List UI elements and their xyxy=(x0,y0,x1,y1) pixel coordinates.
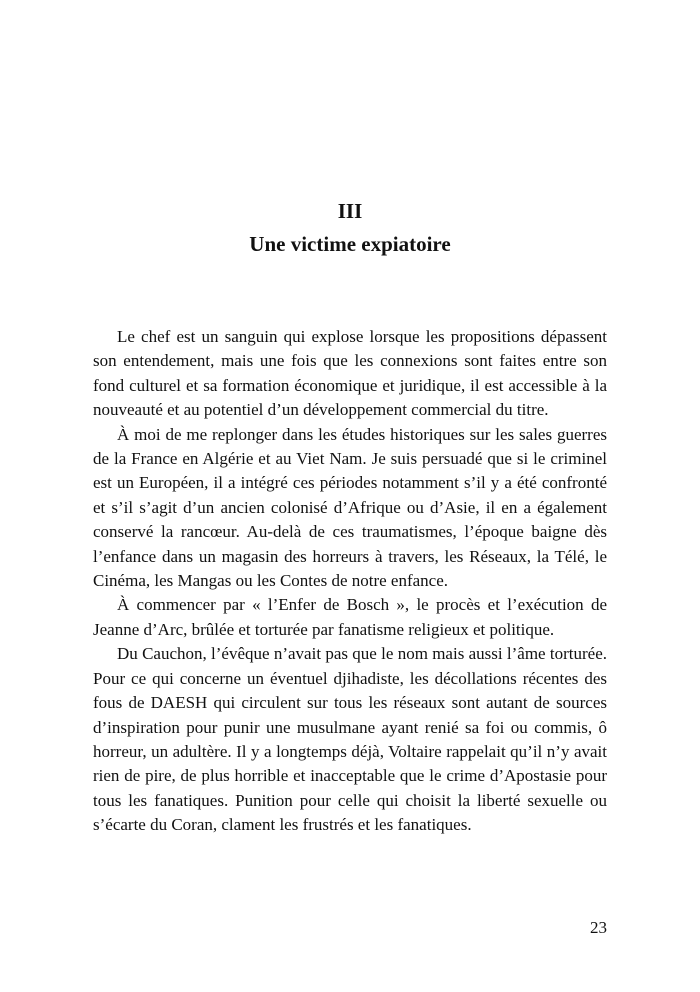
chapter-number: III xyxy=(337,199,363,223)
paragraph: À commencer par « l’Enfer de Bosch », le procès et l’exécution de Jeanne d’Arc, brûlée et torturée par fanatisme religieux et politique. xyxy=(93,595,607,639)
chapter-title: Une victime expiatoire xyxy=(249,232,451,256)
paragraph: Le chef est un sanguin qui explose lorsque les propositions dépassent son entendement, mais une fois que les connexions sont faites entre son fond culturel et sa formation économique et juridique, il est accessible à la nouveauté et au potentiel d’un développement commercial du titre. xyxy=(93,327,607,420)
body-text xyxy=(93,325,607,838)
page-number: 23 xyxy=(590,918,607,937)
paragraph: Du Cauchon, l’évêque n’avait pas que le nom mais aussi l’âme torturée. Pour ce qui concerne un éventuel djihadiste, les décollations récentes des fous de DAESH qui circulent sur tous les réseaux sont autant de sources d’inspiration pour punir une musulmane ayant renié sa foi ou commis, ô horreur, un adultère. Il y a longtemps déjà, Voltaire rappelait qu’il n’y avait rien de pire, de plus horrible et inacceptable que le crime d’Apostasie pour tous les fanatiques. Punition pour celle qui choisit la liberté sexuelle ou s’écarte du Coran, clament les frustrés et les fanatiques. xyxy=(93,644,607,835)
paragraph: À moi de me replonger dans les études historiques sur les sales guerres de la France en Algérie et au Viet Nam. Je suis persuadé que si le criminel est un Européen, il a intégré ces périodes notamment s’il y a été confronté et s’il s’agit d’un ancien colonisé d’Afrique ou d’Asie, il en a également conservé la rancœur. Au-delà de ces traumatismes, l’époque baigne dès l’enfance dans un magasin des horreurs à travers, les Réseaux, la Télé, le Cinéma, les Mangas ou les Contes de notre enfance. xyxy=(93,424,607,591)
